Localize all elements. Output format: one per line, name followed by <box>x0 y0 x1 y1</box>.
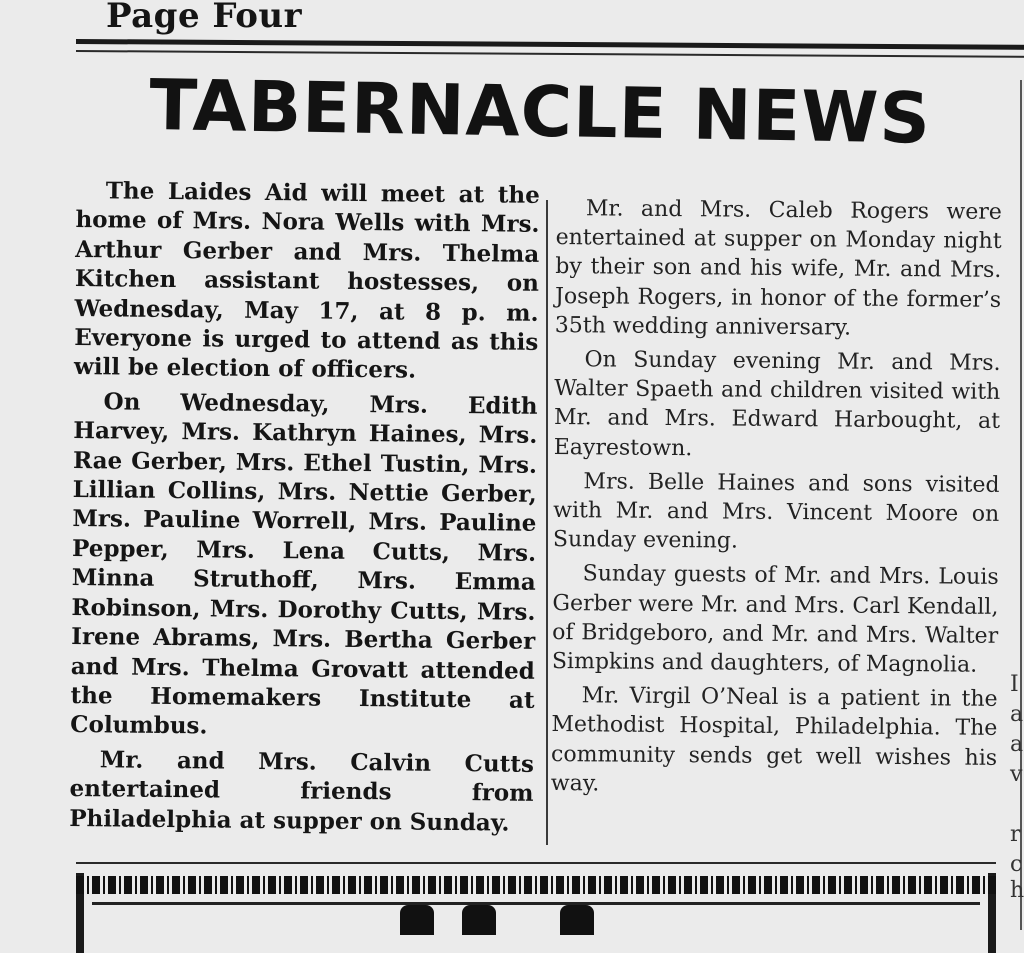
advertisement-inner-rule <box>92 902 980 905</box>
article-paragraph: Mr. and Mrs. Calvin Cutts entertained friends from Philadelphia at supper on Sunday. <box>69 746 535 837</box>
margin-fragment: r <box>1010 822 1021 847</box>
advertisement-letter-fragment <box>560 905 594 935</box>
article-paragraph: Mr. Virgil O’Neal is a patient in the Methodist Hospital, Philadelphia. The community sends get well wishes his way. <box>550 683 998 797</box>
margin-fragment: h <box>1010 878 1024 903</box>
right-column <box>551 194 1002 807</box>
article-paragraph: On Sunday evening Mr. and Mrs. Walter Spaeth and children visited with Mr. and Mrs. Edward Harbought, at Eayrestown. <box>553 347 1001 461</box>
header-rule-thin <box>76 50 1024 58</box>
margin-fragment: v <box>1010 762 1023 787</box>
article-paragraph: On Wednesday, Mrs. Edith Harvey, Mrs. Kathryn Haines, Mrs. Rae Gerber, Mrs. Ethel Tustin, Mrs. Lillian Collins, Mrs. Nettie Gerber, Mrs. Pauline Worrell, Mrs. Pauline Pepper, Mrs. Lena Cutts, Mrs. Minna Struthoff, Mrs. Emma Robinson, Mrs. Dorothy Cutts, Mrs. Irene Abrams, Mrs. Bertha Gerber and Mrs. Thelma Grovatt attended the Homemakers Institute at Columbus. <box>70 388 538 740</box>
margin-fragment: a <box>1010 702 1024 727</box>
headline: TABERNACLE NEWS <box>148 64 932 160</box>
page-label: Page Four <box>106 0 303 36</box>
page-right-border <box>1020 80 1022 930</box>
advertisement-letter-fragment <box>400 905 434 935</box>
margin-fragment: a <box>1010 732 1024 757</box>
bottom-rule <box>76 862 996 864</box>
left-column <box>69 176 540 843</box>
header-rule-thick <box>76 39 1024 50</box>
margin-fragment: c <box>1010 852 1023 877</box>
margin-fragment: I <box>1010 672 1019 697</box>
article-paragraph: The Laides Aid will meet at the home of Mrs. Nora Wells with Mrs. Arthur Gerber and Mrs. Thelma Kitchen assistant hostesses, on Wednesday, May 17, at 8 p. m. Everyone is urged to attend as this will be election of officers. <box>73 177 540 385</box>
advertisement-letter-fragment <box>462 905 496 935</box>
article-paragraph: Mr. and Mrs. Caleb Rogers were entertained at supper on Monday night by their son and his wife, Mr. and Mrs. Joseph Rogers, in honor of the former’s 35th wedding anniversary. <box>554 196 1002 341</box>
article-paragraph: Sunday guests of Mr. and Mrs. Louis Gerber were Mr. and Mrs. Carl Kendall, of Bridgeboro, and Mr. and Mrs. Walter Simpkins and daughters, of Magnolia. <box>551 561 999 678</box>
column-divider <box>546 200 548 845</box>
advertisement-decorative-border <box>76 876 996 894</box>
article-paragraph: Mrs. Belle Haines and sons visited with Mr. and Mrs. Vincent Moore on Sunday evening. <box>552 469 1000 554</box>
